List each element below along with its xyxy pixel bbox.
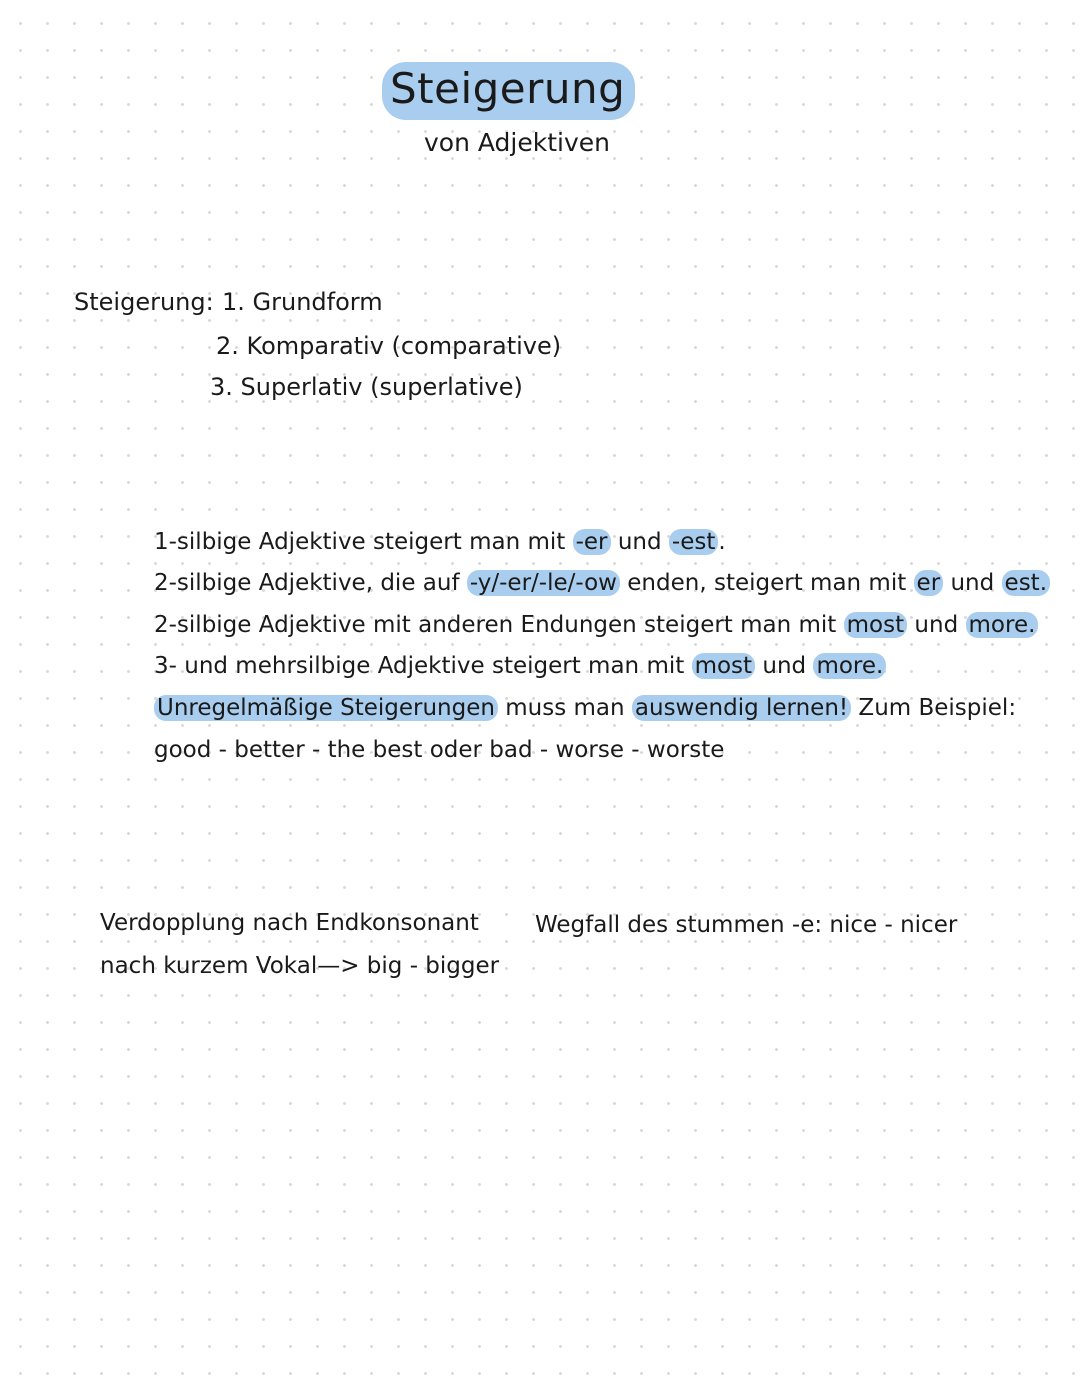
rule-one-syllable xyxy=(154,529,726,555)
rule-text: 2-silbige Adjektive, die auf xyxy=(154,570,467,596)
rule-text: und xyxy=(943,570,1002,596)
highlight-memorize: auswendig lernen! xyxy=(632,695,851,721)
highlight-est: est. xyxy=(1002,570,1050,596)
rule-text: . xyxy=(718,529,726,555)
rule-multi-syllable xyxy=(154,653,886,679)
note-doubling-line1: Verdopplung nach Endkonsonant xyxy=(100,910,479,936)
form-item-comparative: 2. Komparativ (comparative) xyxy=(216,332,562,360)
rule-text: 1-silbige Adjektive steigert man mit xyxy=(154,529,573,555)
rule-text: Zum Beispiel: xyxy=(851,695,1017,721)
rule-text: muss man xyxy=(497,695,632,721)
highlight-most: most xyxy=(692,653,755,679)
highlight-er: er xyxy=(914,570,944,596)
rule-irregular-examples: good - better - the best oder bad - worse - worste xyxy=(154,737,725,763)
rule-irregular xyxy=(154,695,1016,721)
rule-two-syllable-other xyxy=(154,612,1038,638)
note-drop-e: Wegfall des stummen -e: nice - nicer xyxy=(535,912,958,938)
rule-text: 2-silbige Adjektive mit anderen Endungen steigert man mit xyxy=(154,612,844,638)
rule-text: 3- und mehrsilbige Adjektive steigert man mit xyxy=(154,653,692,679)
rule-text: enden, steigert man mit xyxy=(619,570,914,596)
page-title xyxy=(382,62,635,120)
forms-label: Steigerung: xyxy=(74,288,214,316)
highlight-est: -est xyxy=(669,529,718,555)
form-item-superlative: 3. Superlativ (superlative) xyxy=(210,373,523,401)
highlight-irregular: Unregelmäßige Steigerungen xyxy=(154,695,498,721)
page-subtitle: von Adjektiven xyxy=(424,128,610,157)
rule-text: und xyxy=(907,612,966,638)
highlight-more: more. xyxy=(966,612,1039,638)
highlight-most: most xyxy=(844,612,907,638)
highlight-endings: -y/-er/-le/-ow xyxy=(467,570,620,596)
rule-text: und xyxy=(755,653,814,679)
rule-text: und xyxy=(610,529,669,555)
form-item-base: 1. Grundform xyxy=(222,288,383,316)
note-doubling-line2: nach kurzem Vokal—> big - bigger xyxy=(100,953,500,979)
title-highlight: Steigerung xyxy=(382,62,635,120)
highlight-er: -er xyxy=(573,529,611,555)
highlight-more: more. xyxy=(813,653,886,679)
rule-two-syllable-endings xyxy=(154,570,1050,596)
